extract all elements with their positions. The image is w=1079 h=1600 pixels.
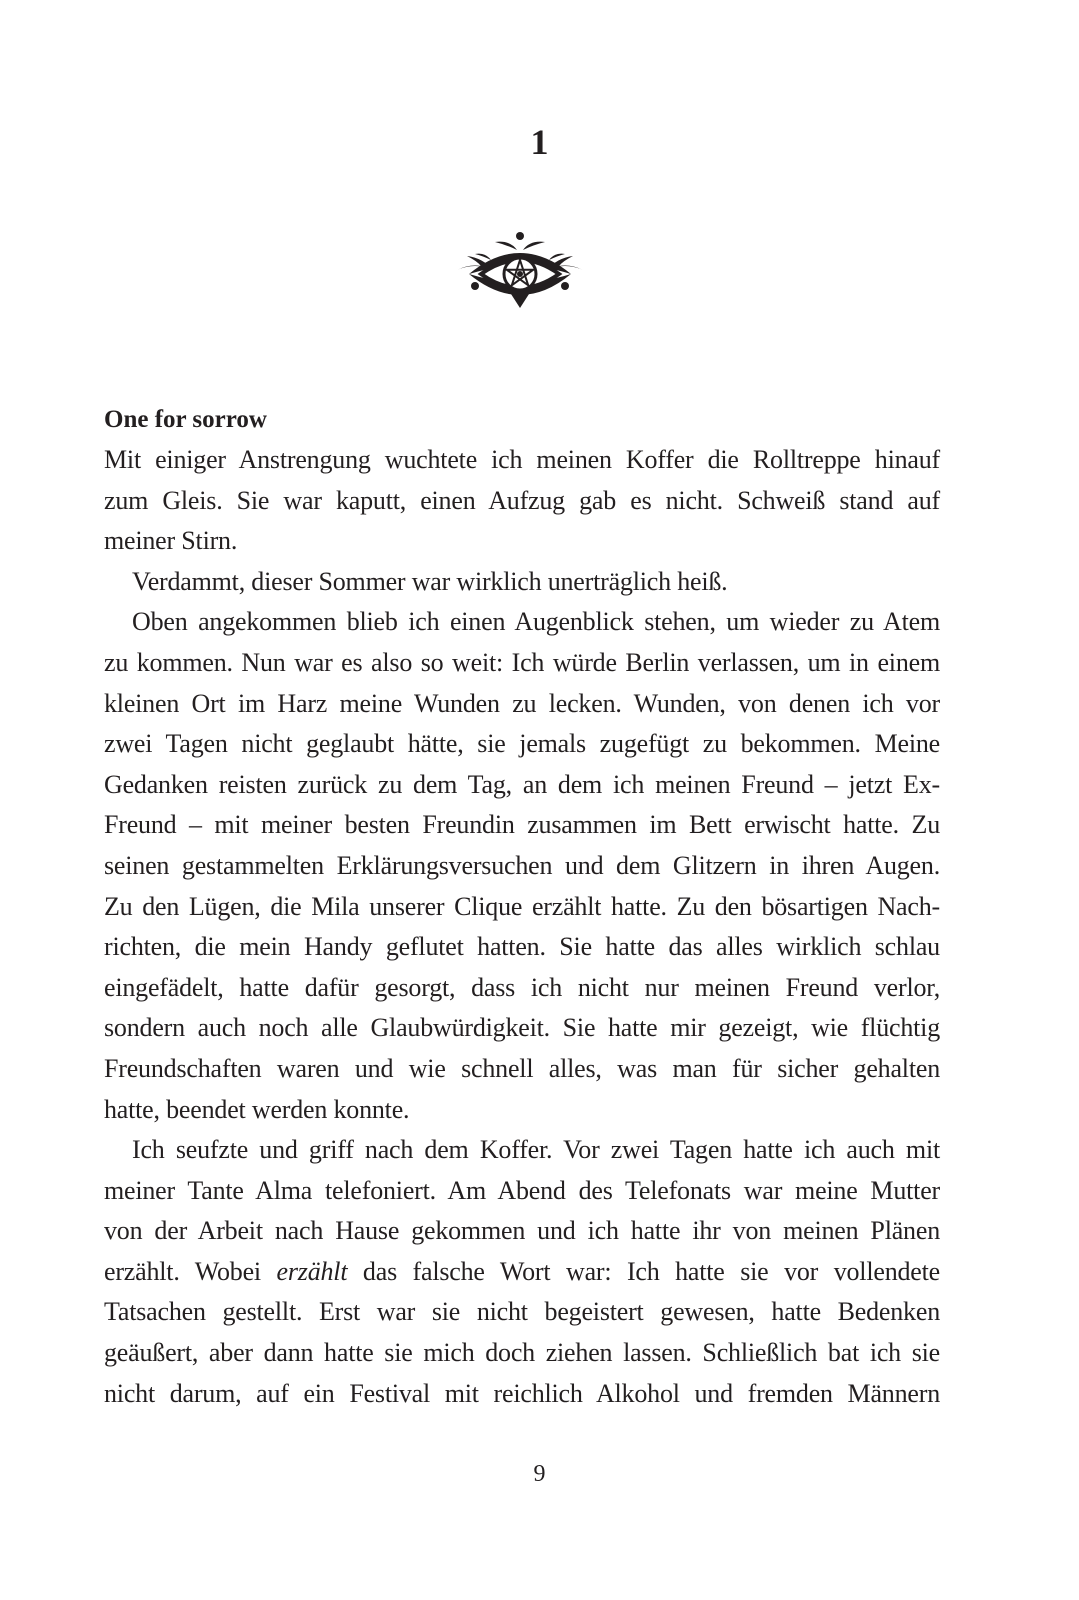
text-line: Freund – mit meiner besten Freundin zusammen im Bett erwischt hatte. Zu: [104, 810, 940, 840]
eye-pentagram-ornament-icon: [455, 228, 585, 310]
chapter-number: 1: [530, 122, 549, 162]
text-line: kleinen Ort im Harz meine Wunden zu lecken. Wunden, von denen ich vor: [104, 688, 940, 718]
text-line: zum Gleis. Sie war kaputt, einen Aufzug gab es nicht. Schweiß stand auf: [104, 485, 940, 515]
text-line: [104, 1252, 940, 1293]
text-line: zwei Tagen nicht geglaubt hätte, sie jemals zugefügt zu bekommen. Meine: [104, 729, 940, 759]
text-line: seinen gestammelten Erklärungsversuchen und dem Glitzern in ihren Augen.: [104, 850, 940, 880]
text-line: richten, die mein Handy geflutet hatten. Sie hatte das alles wirklich schlau: [104, 932, 940, 962]
text-line: eingefädelt, hatte dafür gesorgt, dass ich nicht nur meinen Freund verlor,: [104, 972, 940, 1002]
page-number: 9: [533, 1461, 546, 1487]
text-line: Ich seufzte und griff nach dem Koffer. Vor zwei Tagen hatte ich auch mit: [132, 1135, 940, 1165]
text-line: Freundschaften waren und wie schnell alles, was man für sicher gehalten: [104, 1053, 940, 1083]
text-line: geäußert, aber dann hatte sie mich doch ziehen lassen. Schließlich bat ich sie: [104, 1338, 940, 1368]
text-line: Gedanken reisten zurück zu dem Tag, an dem ich meinen Freund – jetzt Ex-: [104, 769, 940, 799]
text-segment: das falsche Wort war: Ich hatte sie vor vollendete: [347, 1256, 940, 1286]
section-title: One for sorrow: [104, 406, 267, 433]
text-line: von der Arbeit nach Hause gekommen und ich hatte ihr von meinen Plänen: [104, 1216, 940, 1246]
text-line: hatte, beendet werden konnte.: [104, 1094, 410, 1124]
chapter-text: [104, 400, 940, 1414]
text-line: Zu den Lügen, die Mila unserer Clique erzählt hatte. Zu den bösartigen Nach-: [104, 891, 940, 921]
text-line: zu kommen. Nun war es also so weit: Ich würde Berlin verlassen, um in einem: [104, 647, 940, 677]
text-line: nicht darum, auf ein Festival mit reichlich Alkohol und fremden Männern: [104, 1378, 940, 1408]
text-line: Mit einiger Anstrengung wuchtete ich meinen Koffer die Rolltreppe hinauf: [104, 445, 940, 474]
emphasized-word: erzählt: [276, 1256, 348, 1286]
text-line: meiner Tante Alma telefoniert. Am Abend des Telefonats war meine Mutter: [104, 1175, 940, 1205]
text-segment: erzählt. Wobei: [104, 1256, 277, 1286]
text-line: Oben angekommen blieb ich einen Augenblick stehen, um wieder zu Atem: [132, 607, 940, 637]
text-line: Tatsachen gestellt. Erst war sie nicht begeistert gewesen, hatte Bedenken: [104, 1297, 940, 1327]
text-line: meiner Stirn.: [104, 526, 238, 556]
text-line: sondern auch noch alle Glaubwürdigkeit. Sie hatte mir gezeigt, wie flüchtig: [104, 1013, 940, 1043]
text-line: Verdammt, dieser Sommer war wirklich unerträglich heiß.: [132, 566, 728, 596]
